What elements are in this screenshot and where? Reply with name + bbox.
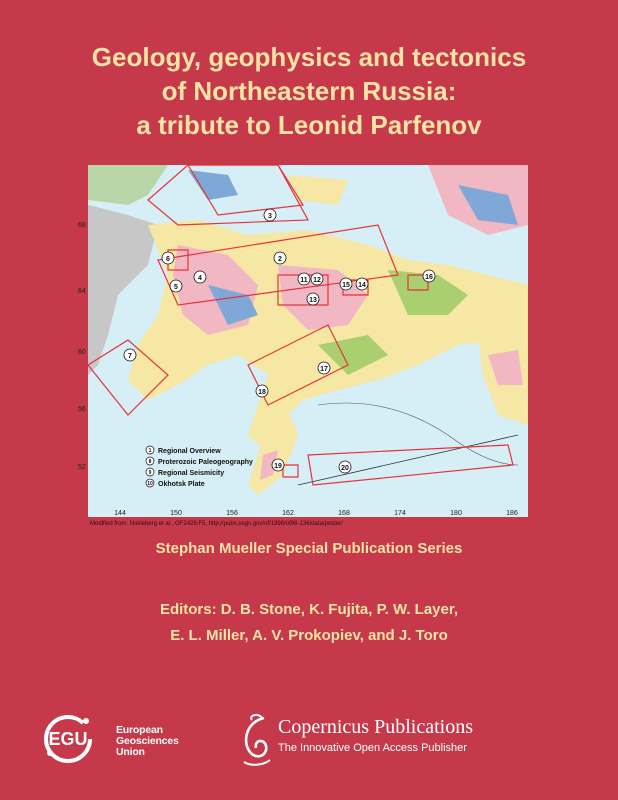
svg-text:162: 162 xyxy=(282,510,294,517)
editors xyxy=(0,597,618,649)
svg-text:19: 19 xyxy=(274,463,282,470)
svg-text:144: 144 xyxy=(114,510,126,517)
svg-text:Regional Seismicity: Regional Seismicity xyxy=(158,470,225,477)
svg-text:64: 64 xyxy=(78,288,86,295)
egu-line-1: European xyxy=(116,724,163,736)
svg-text:9: 9 xyxy=(148,470,152,476)
svg-text:12: 12 xyxy=(313,277,321,284)
svg-text:Regional Overview: Regional Overview xyxy=(158,448,221,455)
series-title: Stephan Mueller Special Publication Series xyxy=(155,540,463,557)
svg-text:150: 150 xyxy=(170,510,182,517)
editors-line-1: Editors: D. B. Stone, K. Fujita, P. W. Layer, xyxy=(159,601,459,618)
svg-text:14: 14 xyxy=(358,282,366,289)
region-marker-5 xyxy=(170,280,182,292)
svg-text:52: 52 xyxy=(78,464,86,471)
legend-item-8 xyxy=(146,457,253,466)
svg-text:3: 3 xyxy=(268,213,272,220)
egu-line-2: Geosciences xyxy=(116,735,179,747)
svg-text:180: 180 xyxy=(450,510,462,517)
region-marker-20 xyxy=(339,461,351,473)
svg-text:13: 13 xyxy=(309,297,317,304)
svg-text:168: 168 xyxy=(338,510,350,517)
cover-title xyxy=(0,40,618,142)
region-marker-7 xyxy=(124,349,136,361)
svg-text:5: 5 xyxy=(174,284,178,291)
title-line-1: Geology, geophysics and tectonics xyxy=(91,42,527,72)
region-marker-15 xyxy=(340,278,352,290)
svg-text:18: 18 xyxy=(258,389,266,396)
legend-item-1 xyxy=(146,446,221,455)
svg-text:10: 10 xyxy=(147,481,153,487)
region-marker-2 xyxy=(274,252,286,264)
svg-text:16: 16 xyxy=(425,274,433,281)
egu-mark-icon xyxy=(44,713,114,765)
copernicus-swirl-icon xyxy=(236,712,276,768)
svg-text:68: 68 xyxy=(78,222,86,229)
egu-logo xyxy=(44,713,194,765)
svg-text:4: 4 xyxy=(198,275,202,282)
svg-text:11: 11 xyxy=(300,277,308,284)
svg-text:6: 6 xyxy=(166,256,170,263)
svg-text:2: 2 xyxy=(278,256,282,263)
title-line-2: of Northeastern Russia: xyxy=(161,76,457,106)
svg-text:7: 7 xyxy=(128,353,132,360)
svg-text:60: 60 xyxy=(78,349,86,356)
legend-item-9 xyxy=(146,468,224,477)
svg-text:56: 56 xyxy=(78,406,86,413)
svg-text:15: 15 xyxy=(342,282,350,289)
region-marker-12 xyxy=(311,273,323,285)
region-marker-11 xyxy=(298,273,310,285)
svg-text:Okhotsk Plate: Okhotsk Plate xyxy=(158,481,205,488)
svg-text:156: 156 xyxy=(226,510,238,517)
tectonic-map xyxy=(78,165,528,517)
region-marker-16 xyxy=(423,270,435,282)
svg-text:8: 8 xyxy=(148,459,152,465)
region-marker-6 xyxy=(162,252,174,264)
svg-text:186: 186 xyxy=(506,510,518,517)
region-marker-18 xyxy=(256,385,268,397)
svg-text:17: 17 xyxy=(320,366,328,373)
egu-name xyxy=(116,725,179,758)
region-marker-17 xyxy=(318,362,330,374)
region-marker-14 xyxy=(356,278,368,290)
svg-text:Proterozoic Paleogeography: Proterozoic Paleogeography xyxy=(158,459,253,466)
svg-text:20: 20 xyxy=(341,465,349,472)
title-line-3: a tribute to Leonid Parfenov xyxy=(136,110,482,140)
svg-text:1: 1 xyxy=(148,448,152,454)
map-credit: Modified from: Nokleberg et al., OF2428.F5, http://pubs.usgs.gov/of/1998/of98-136/data/poster/ xyxy=(90,521,343,527)
map-svg xyxy=(78,165,528,517)
region-marker-13 xyxy=(307,293,319,305)
region-marker-4 xyxy=(194,271,206,283)
egu-line-3: Union xyxy=(116,746,145,758)
editors-line-2: E. L. Miller, A. V. Prokopiev, and J. Toro xyxy=(170,627,448,644)
svg-text:174: 174 xyxy=(394,510,406,517)
copernicus-name: Copernicus Publications xyxy=(278,716,473,738)
copernicus-tagline: The Innovative Open Access Publisher xyxy=(278,742,467,754)
copernicus-logo xyxy=(236,712,516,768)
region-marker-19 xyxy=(272,459,284,471)
lat-labels xyxy=(78,222,86,471)
egu-letters: EGU xyxy=(48,729,88,749)
region-marker-3 xyxy=(264,209,276,221)
